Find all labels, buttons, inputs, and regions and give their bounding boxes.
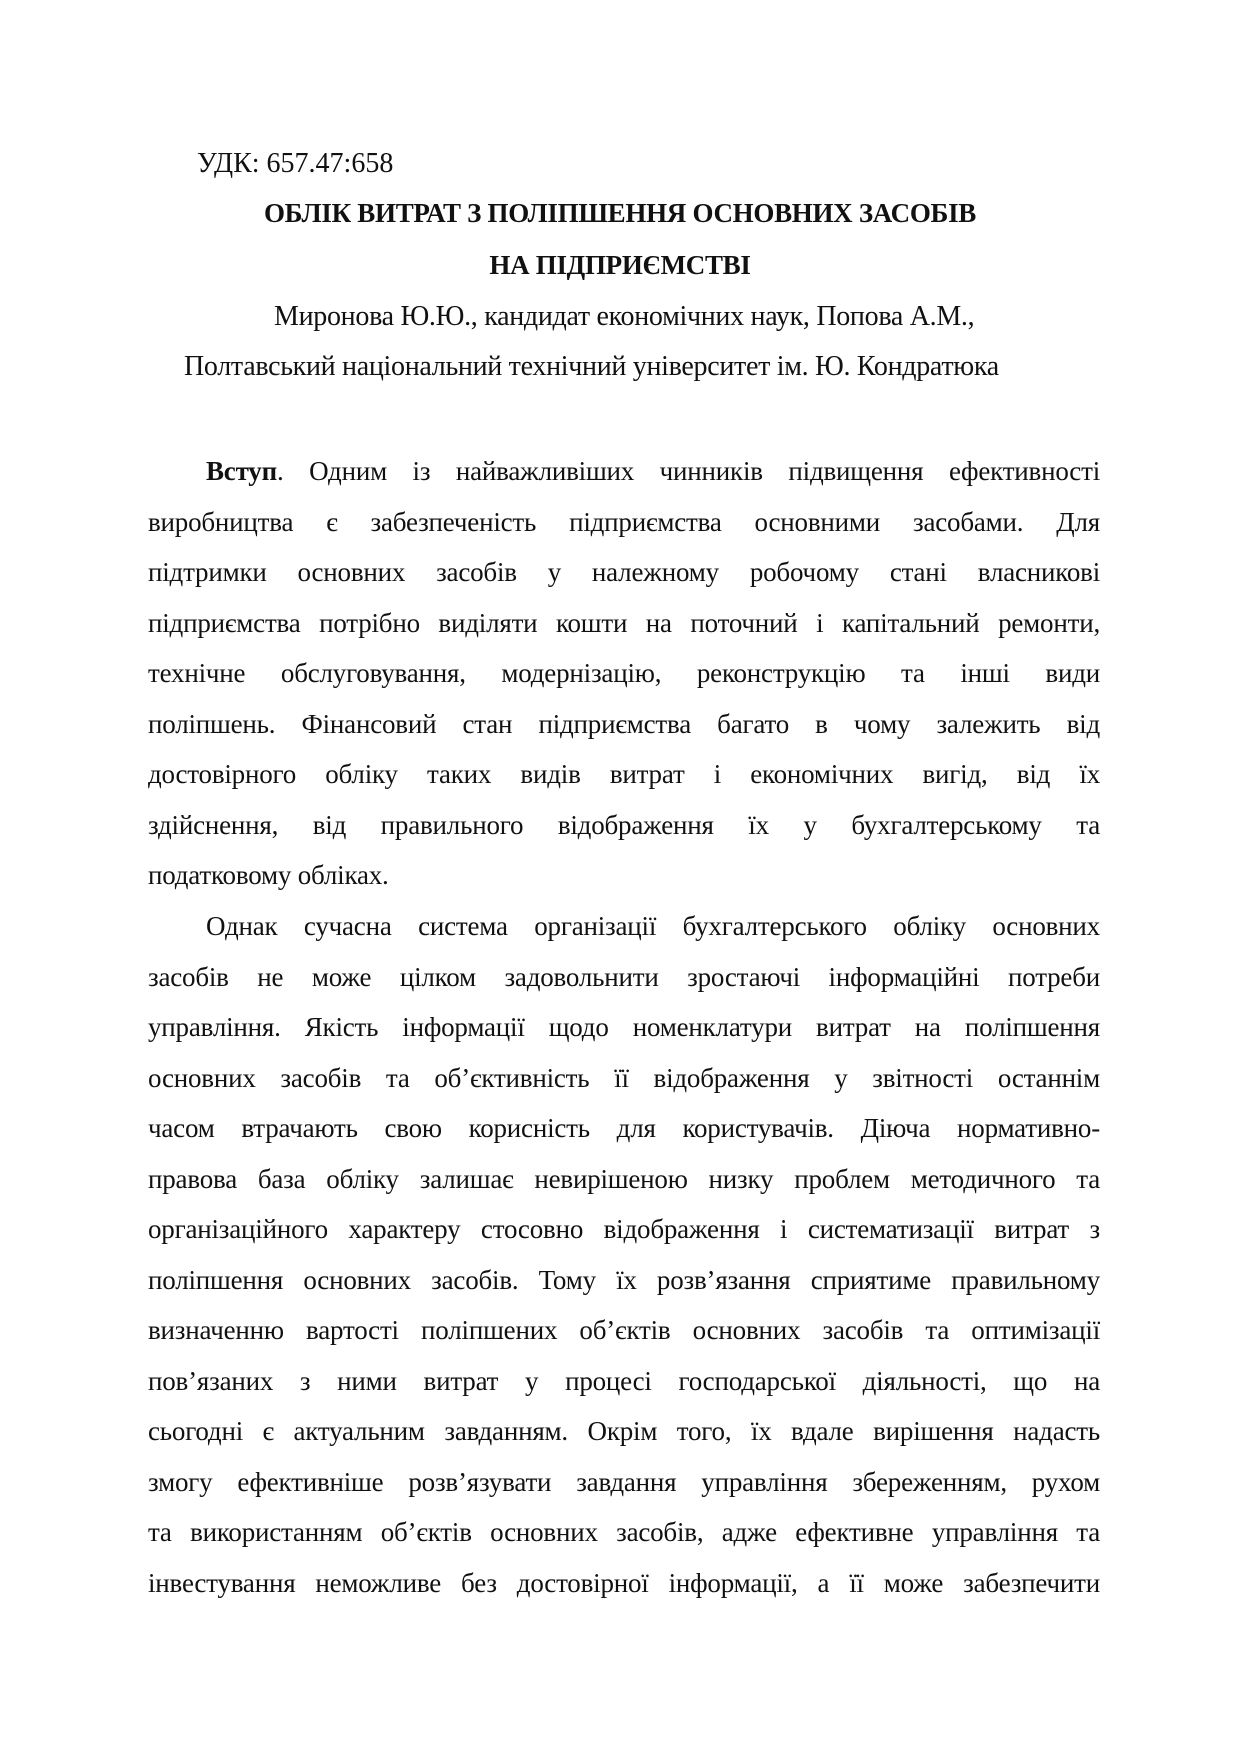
paragraph-introduction xyxy=(148,446,1100,901)
affiliation: Полтавський національний технічний університет ім. Ю. Кондратюка xyxy=(184,351,999,382)
text-line: часом втрачають свою корисність для користувачів. Діюча нормативно- xyxy=(148,1113,1100,1143)
text-line: достовірного обліку таких видів витрат і економічних вигід, від їх xyxy=(148,759,1100,789)
text-line: виробництва є забезпеченість підприємства основними засобами. Для xyxy=(148,506,1100,537)
text-line: підтримки основних засобів у належному робочому стані власникові xyxy=(148,557,1100,587)
text-line: управління. Якість інформації щодо номенклатури витрат на поліпшення xyxy=(148,1012,1100,1042)
paragraph-2 xyxy=(148,901,1100,1608)
text-line: сьогодні є актуальним завданням. Окрім того, їх вдале вирішення надасть xyxy=(148,1416,1100,1446)
text-line: здійснення, від правильного відображення їх у бухгалтерському та xyxy=(148,809,1100,840)
text-line: змогу ефективніше розв’язувати завдання управління збереженням, рухом xyxy=(148,1466,1100,1497)
article-title-line-1: ОБЛІК ВИТРАТ З ПОЛІПШЕННЯ ОСНОВНИХ ЗАСОБІВ xyxy=(263,198,977,228)
text-line: визначенню вартості поліпшених об’єктів основних засобів та оптимізації xyxy=(148,1315,1100,1345)
text-line: організаційного характеру стосовно відображення і систематизації витрат з xyxy=(148,1214,1100,1244)
section-label-bold: Вступ xyxy=(206,456,277,486)
text-line: податковому обліках. xyxy=(148,860,389,890)
text-line: поліпшення основних засобів. Тому їх розв’язання сприятиме правильному xyxy=(148,1264,1100,1295)
text-line: та використанням об’єктів основних засобів, адже ефективне управління та xyxy=(148,1517,1100,1547)
authors: Миронова Ю.Ю., кандидат економічних наук, Попова А.М., xyxy=(274,301,975,332)
text-line: пов’язаних з ними витрат у процесі господарської діяльності, що на xyxy=(148,1365,1100,1396)
text-line xyxy=(148,446,1100,497)
text-line: поліпшень. Фінансовий стан підприємства багато в чому залежить від xyxy=(148,708,1100,739)
text-line: інвестування неможливе без достовірної інформації, а її може забезпечити xyxy=(148,1567,1100,1598)
udk-code: УДК: 657.47:658 xyxy=(197,148,394,179)
text-line: правова база обліку залишає невирішеною низку проблем методичного та xyxy=(148,1163,1100,1194)
text-line: засобів не може цілком задовольнити зростаючі інформаційні потреби xyxy=(148,961,1100,992)
text-line: Однак сучасна система організації бухгалтерського обліку основних xyxy=(206,911,1100,941)
article-title-line-2: НА ПІДПРИЄМСТВІ xyxy=(489,250,751,280)
text-line: основних засобів та об’єктивність її відображення у звітності останнім xyxy=(148,1062,1100,1093)
text-line-rest: . Одним із найважливіших чинників підвищення ефективності xyxy=(276,456,1100,486)
text-line: підприємства потрібно виділяти кошти на поточний і капітальний ремонти, xyxy=(148,607,1100,638)
text-line: технічне обслуговування, модернізацію, реконструкцію та інші види xyxy=(148,658,1100,688)
